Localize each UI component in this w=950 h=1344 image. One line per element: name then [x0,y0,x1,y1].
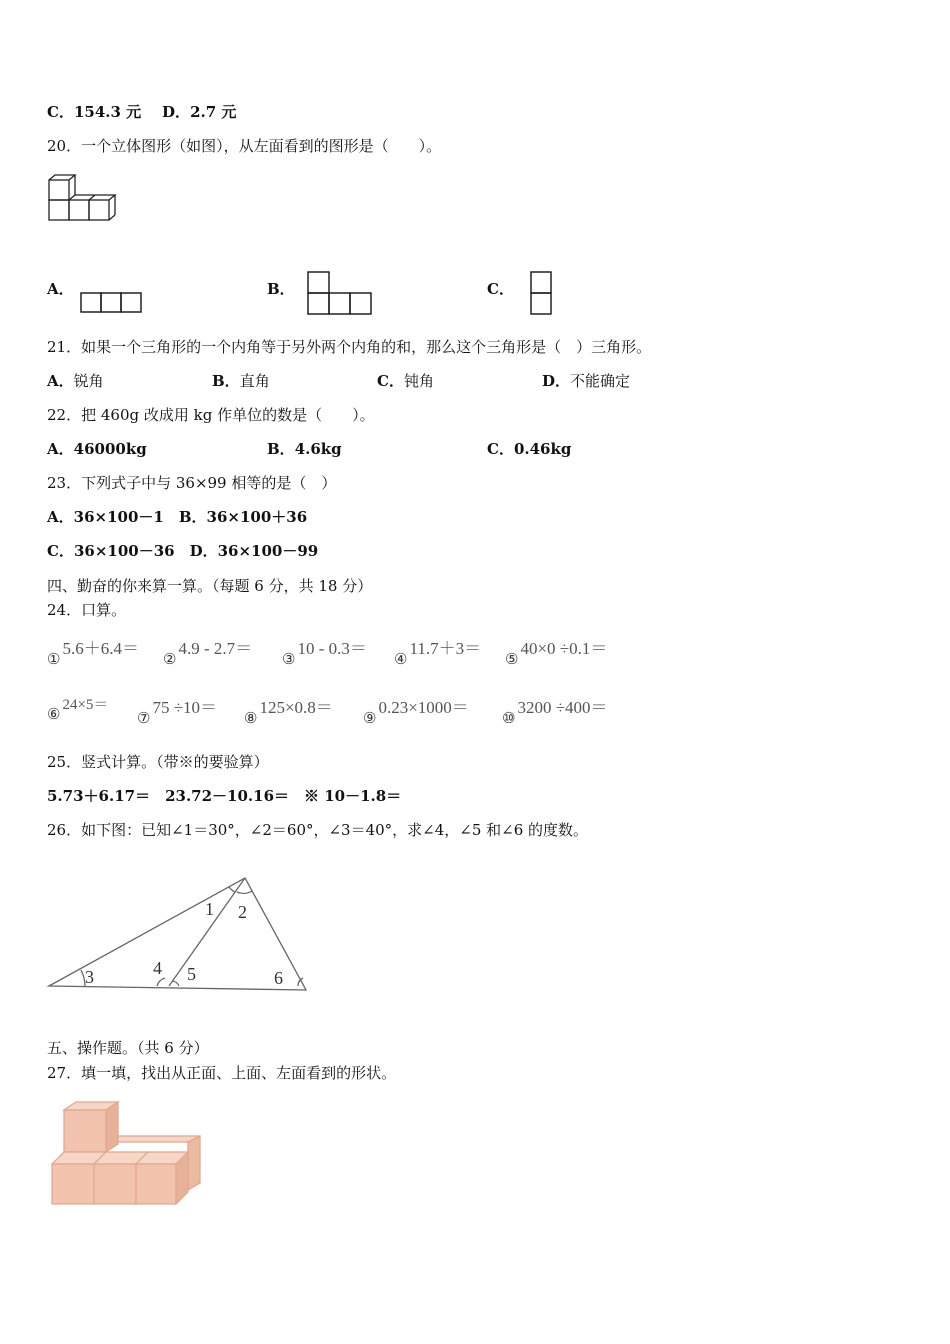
q24-item-2-expr: 4.9 - 2.7＝ [178,639,253,658]
q23-options-row1: A．36×100－1 B．36×100＋36 [47,508,308,526]
q20-option-b-label: B． [267,280,295,298]
q19-option-c-label: C． [47,103,74,121]
q24-item-7-num: ⑦ [137,711,151,727]
q24-item-8 [244,693,333,727]
q22-option-b [267,439,342,459]
q24-item-4-num: ④ [394,652,408,668]
q22-option-a-text: 46000kg [73,440,147,458]
q24-item-5-expr: 40×0 ÷0.1＝ [520,639,608,658]
q26-angle-label-4: 4 [153,958,162,978]
q20-solid-figure [47,174,122,224]
q20-option-a-label: A． [47,280,74,298]
q26-question: 26．如下图：已知∠1＝30°，∠2＝60°，∠3＝40°，求∠4，∠5 和∠6 的度数。 [47,821,589,839]
q22-option-b-label: B． [267,440,295,458]
q21-option-a [47,371,104,391]
q23-options-row2: C．36×100－36 D．36×100－99 [47,542,319,560]
q24-item-6 [47,693,109,723]
q22-option-c-text: 0.46kg [513,440,572,458]
q24-item-10-num: ⑩ [502,711,516,727]
q24-item-5-num: ⑤ [505,652,519,668]
q21-option-b [212,371,270,391]
q21-option-a-label: A． [47,372,74,390]
q26-angle-label-5: 5 [187,964,196,984]
q27-cube-figure [50,1098,205,1208]
q26-angle-label-6: 6 [274,968,283,988]
q25-problems: 5.73＋6.17＝ 23.72－10.16＝ ※ 10－1.8＝ [47,787,402,805]
q21-option-c [377,371,434,391]
q24-question: 24．口算。 [47,601,127,619]
q24-item-3-num: ③ [282,652,296,668]
q24-item-4 [394,634,482,668]
q24-item-5 [505,634,608,668]
q20-option-b-figure [307,271,372,315]
q21-option-b-text: 直角 [239,372,270,390]
q19-option-c-text: 154.3 元 [73,103,142,121]
section4-title: 四、勤奋的你来算一算。（每题 6 分，共 18 分） [47,577,373,595]
q22-question: 22．把 460g 改成用 kg 作单位的数是（ ）。 [47,406,375,424]
q24-item-10-expr: 3200 ÷400＝ [517,698,608,717]
q24-item-9-expr: 0.23×1000＝ [378,698,469,717]
q19-option-d-label: D． [162,103,191,121]
q26-angle-label-3: 3 [85,967,94,987]
q27-question: 27．填一填，找出从正面、上面、左面看到的形状。 [47,1064,397,1082]
q24-item-3-expr: 10 - 0.3＝ [297,639,367,658]
q20-option-c-label: C． [487,280,514,298]
q22-option-c [487,439,571,459]
q21-option-a-text: 锐角 [73,372,104,390]
q23-question: 23．下列式子中与 36×99 相等的是（ ） [47,474,337,492]
q21-option-c-text: 钝角 [403,372,434,390]
q22-option-a-label: A． [47,440,74,458]
q21-option-d-label: D． [542,372,571,390]
q21-option-b-label: B． [212,372,240,390]
q24-item-8-expr: 125×0.8＝ [259,698,333,717]
q26-triangle-figure [45,870,315,995]
q24-item-7-expr: 75 ÷10＝ [152,698,218,717]
q21-option-d [542,371,630,391]
q19-option-d-text: 2.7 元 [190,103,237,121]
q20-option-a-figure [80,292,142,314]
q20-question: 20．一个立体图形（如图），从左面看到的图形是（ ）。 [47,137,442,155]
q21-option-c-label: C． [377,372,404,390]
q24-item-2 [163,634,253,668]
q26-angle-label-1: 1 [205,899,214,919]
q22-option-b-text: 4.6kg [294,440,342,458]
q24-item-1-num: ① [47,652,61,668]
q24-item-6-expr: 24×5＝ [62,697,109,713]
q21-option-d-text: 不能确定 [570,372,631,390]
q22-option-a [47,439,147,459]
q24-item-3 [282,634,367,668]
q19-options [47,102,236,122]
q24-item-1 [47,634,139,668]
q24-item-10 [502,693,608,727]
q26-angle-label-2: 2 [238,902,247,922]
q24-item-8-num: ⑧ [244,711,258,727]
q24-item-9 [363,693,469,727]
q24-item-4-expr: 11.7＋3＝ [409,639,482,658]
q25-question: 25．竖式计算。（带※的要验算） [47,753,269,771]
q22-option-c-label: C． [487,440,514,458]
q24-item-2-num: ② [163,652,177,668]
q24-item-6-num: ⑥ [47,707,61,723]
q20-option-c-figure [530,271,553,315]
q24-item-7 [137,693,218,727]
section5-title: 五、操作题。（共 6 分） [47,1039,209,1057]
q24-item-9-num: ⑨ [363,711,377,727]
q21-question: 21．如果一个三角形的一个内角等于另外两个内角的和，那么这个三角形是（ ）三角形。 [47,338,652,356]
q24-item-1-expr: 5.6＋6.4＝ [62,639,139,658]
